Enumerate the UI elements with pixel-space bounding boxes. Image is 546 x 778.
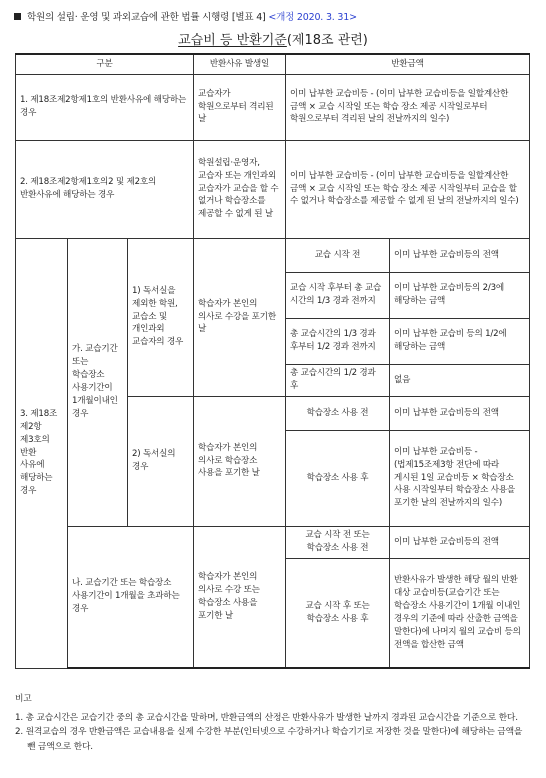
- row2-amount: 이미 납부한 교습비등 - (이미 납부한 교습비등을 일할계산한 금액 × 교습 시작일 또는 학습 장소 제공 시작일부터 교습을 할 수 없거나 학습장소를 제공할 수 없게 된 날의 전날까지의 일수): [286, 140, 530, 238]
- row1-amount: 이미 납부한 교습비등 - (이미 납부한 교습비등을 일할계산한 금액 × 교습 시작일 또는 학습 장소 제공 시작일로부터 학원으로부터 격리된 날의 전날까지의 일수): [286, 74, 530, 140]
- b-period: 교습 시작 후 또는 학습장소 사용 후: [286, 558, 390, 668]
- note-item: 2. 원격교습의 경우 반환금액은 교습내용을 실제 수강한 부분(인터넷으로 수강하거나 학습기기로 저장한 것을 말한다)에 해당하는 금액을 뺀 금액으로 한다.: [15, 727, 523, 752]
- row3-reason-a2: 학습자가 본인의 의사로 학습장소 사용을 포기한 날: [194, 396, 286, 526]
- law-title: 학원의 설립· 운영 및 과외교습에 관한 법률 시행령 [별표 4]: [27, 12, 266, 23]
- table-row: [16, 74, 530, 140]
- page-title: [0, 29, 546, 48]
- header-amount: 반환금액: [286, 54, 530, 74]
- a1-amount: 이미 납부한 교습비등의 2/3에 해당하는 금액: [390, 272, 530, 318]
- row3-sub-b: 나. 교습기간 또는 학습장소 사용기간이 1개월을 초과하는 경우: [68, 526, 194, 668]
- revision-link[interactable]: <개정 2020. 3. 31>: [268, 12, 357, 23]
- a2-amount: 이미 납부한 교습비등 - (법제15조제3항 전단에 따라 게시된 1일 교습비등 × 학습장소 사용 시작일부터 학습장소 사용을 포기한 날의 전날까지의 일수): [390, 430, 530, 526]
- a1-amount: 이미 납부한 교습비 등의 1/2에 해당하는 금액: [390, 318, 530, 364]
- a1-amount: 이미 납부한 교습비등의 전액: [390, 238, 530, 272]
- b-amount: 이미 납부한 교습비등의 전액: [390, 526, 530, 558]
- a2-period: 학습장소 사용 전: [286, 396, 390, 430]
- a1-period: 총 교습시간의 1/2 경과 후: [286, 364, 390, 396]
- b-amount: 반환사유가 발생한 해당 월의 반환 대상 교습비등(교습기간 또는 학습장소 사용기간이 1개월 이내인 경우의 기준에 따라 산출한 금액을 말한다)에 나머지 월의 교습비 등의 전액을 합산한 금액: [390, 558, 530, 668]
- a2-period: 학습장소 사용 후: [286, 430, 390, 526]
- header-category: 구분: [16, 54, 194, 74]
- row3-sub-a: 가. 교습기간 또는 학습장소 사용기간이 1개월이내인 경우: [68, 238, 128, 526]
- a2-amount: 이미 납부한 교습비등의 전액: [390, 396, 530, 430]
- law-header: [14, 9, 357, 23]
- table-row: [16, 238, 530, 272]
- note-item: 1. 총 교습시간은 교습기간 중의 총 교습시간을 말하며, 반환금액의 산정은 반환사유가 발생한 날까지 경과된 교습시간을 기준으로 한다.: [15, 712, 518, 723]
- row1-reason: 교습자가 학원으로부터 격리된 날: [194, 74, 286, 140]
- row3-reason-b: 학습자가 본인의 의사로 수강 또는 학습장소 사용을 포기한 날: [194, 526, 286, 668]
- notes-section: [15, 692, 531, 754]
- a1-period: 교습 시작 전: [286, 238, 390, 272]
- table-row: [16, 526, 530, 558]
- row3-sub-a2: 2) 독서실의 경우: [128, 396, 194, 526]
- b-period: 교습 시작 전 또는 학습장소 사용 전: [286, 526, 390, 558]
- row1-category: 1. 제18조제2항제1호의 반환사유에 해당하는 경우: [16, 74, 194, 140]
- title-sub: (제18조 관련): [286, 33, 368, 48]
- a1-amount: 없음: [390, 364, 530, 396]
- a1-period: 교습 시작 후부터 총 교습 시간의 1/3 경과 전까지: [286, 272, 390, 318]
- table-row: [16, 140, 530, 238]
- notes-heading: 비고: [15, 694, 32, 704]
- row3-sub-a1: 1) 독서실을 제외한 학원, 교습소 및 개인과외 교습자의 경우: [128, 238, 194, 396]
- row3-reason-a1: 학습자가 본인의 의사로 수강을 포기한 날: [194, 238, 286, 396]
- row2-reason: 학원설립·운영자, 교습자 또는 개인과외 교습자가 교습을 할 수 없거나 학습장소를 제공할 수 없게 된 날: [194, 140, 286, 238]
- header-reason-date: 반환사유 발생일: [194, 54, 286, 74]
- refund-table: [15, 53, 530, 669]
- table-header-row: [16, 54, 530, 74]
- title-main: 교습비 등 반환기준: [178, 33, 287, 48]
- a1-period: 총 교습시간의 1/3 경과 후부터 1/2 경과 전까지: [286, 318, 390, 364]
- row3-category: 3. 제18조 제2항 제3호의 반환 사유에 해당하는 경우: [16, 238, 68, 668]
- square-bullet-icon: [14, 13, 21, 20]
- row2-category: 2. 제18조제2항제1호의2 및 제2호의 반환사유에 해당하는 경우: [16, 140, 194, 238]
